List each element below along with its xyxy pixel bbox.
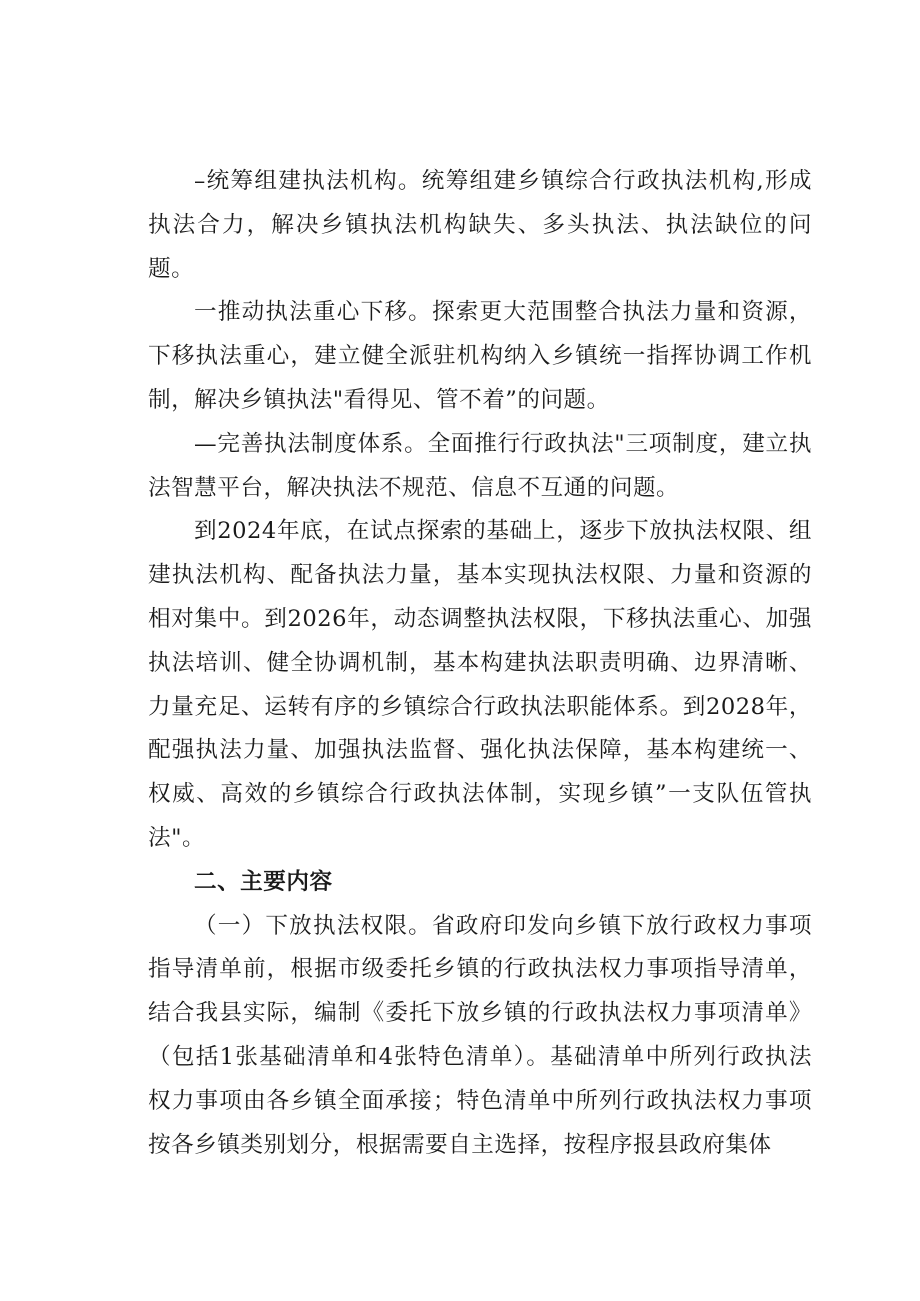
- document-page: [148, 160, 812, 1167]
- body-paragraph-organize-agency: –统筹组建执法机构。统筹组建乡镇综合行政执法机构,形成执法合力，解决乡镇执法机构缺失、多头执法、执法缺位的问题。: [148, 168, 812, 282]
- body-paragraph-delegate-authority: （一）下放执法权限。省政府印发向乡镇下放行政权力事项指导清单前，根据市级委托乡镇的行政执法权力事项指导清单，结合我县实际，编制《委托下放乡镇的行政执法权力事项清单》（包括1张基础清单和4张特色清单）。基础清单中所列行政执法权力事项由各乡镇全面承接；特色清单中所列行政执法权力事项按各乡镇类别划分，根据需要自主选择，按程序报县政府集体: [148, 912, 812, 1158]
- body-paragraph-improve-system: —完善执法制度体系。全面推行行政执法"三项制度，建立执法智慧平台，解决执法不规范、信息不互通的问题。: [148, 430, 812, 501]
- body-paragraph-timeline: 到2024年底，在试点探索的基础上，逐步下放执法权限、组建执法机构、配备执法力量，基本实现执法权限、力量和资源的相对集中。到2026年，动态调整执法权限，下移执法重心、加强执法培训、健全协调机制，基本构建执法职责明确、边界清晰、力量充足、运转有序的乡镇综合行政执法职能体系。到2028年，配强执法力量、加强执法监督、强化执法保障，基本构建统一、权威、高效的乡镇综合行政执法体制，实现乡镇”一支队伍管执法"。: [148, 518, 812, 851]
- body-paragraph-shift-focus: 一推动执法重心下移。探索更大范围整合执法力量和资源，下移执法重心，建立健全派驻机构纳入乡镇统一指挥协调工作机制，解决乡镇执法"看得见、管不着”的问题。: [148, 299, 812, 413]
- section-heading: 二、主要内容: [194, 868, 333, 895]
